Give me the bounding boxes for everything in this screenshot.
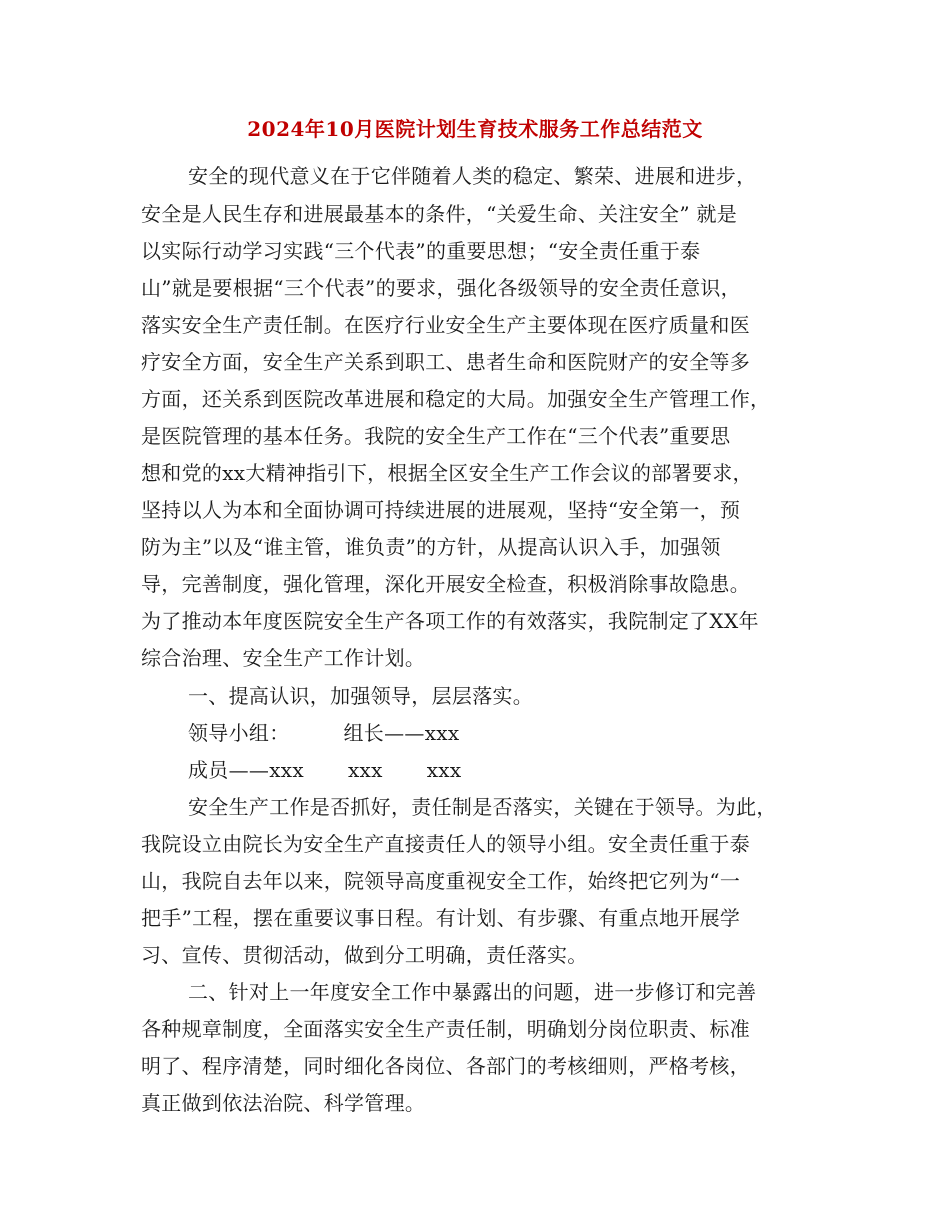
document-title: 2024年10月医院计划生育技术服务工作总结范文 xyxy=(247,117,703,141)
group-leader: 组长——xxx xyxy=(343,721,460,745)
paragraph-line: 综合治理、安全生产工作计划。 xyxy=(141,646,426,670)
paragraph-line: 山，我院自去年以来，院领导高度重视安全工作，始终把它列为“一 xyxy=(141,869,741,893)
leadership-group-label: 领导小组： xyxy=(188,721,290,745)
paragraph-line: 习、宣传、贯彻活动，做到分工明确，责任落实。 xyxy=(141,943,588,967)
paragraph-line: 是医院管理的基本任务。我院的安全生产工作在“三个代表”重要思 xyxy=(141,424,731,448)
paragraph-line: 安全生产工作是否抓好，责任制是否落实，关键在于领导。为此， xyxy=(188,795,777,819)
paragraph-line: 导，完善制度，强化管理，深化开展安全检查，积极消除事故隐患。 xyxy=(141,572,750,596)
paragraph-line: 我院设立由院长为安全生产直接责任人的领导小组。安全责任重于泰 xyxy=(141,832,750,856)
paragraph-line: 把手”工程，摆在重要议事日程。有计划、有步骤、有重点地开展学 xyxy=(141,906,741,930)
member-1: 成员——xxx xyxy=(188,758,304,782)
paragraph-line: 山”就是要根据“三个代表”的要求，强化各级领导的安全责任意识， xyxy=(141,276,741,300)
paragraph-line: 坚持以人为本和全面协调可持续进展的进展观，坚持“安全第一，预 xyxy=(141,498,741,522)
paragraph-line: 安全的现代意义在于它伴随着人类的稳定、繁荣、进展和进步， xyxy=(188,164,757,188)
paragraph-line: 以实际行动学习实践“三个代表”的重要思想；“安全责任重于泰 xyxy=(141,239,701,263)
paragraph-line: 明了、程序清楚，同时细化各岗位、各部门的考核细则，严格考核， xyxy=(141,1054,750,1078)
member-3: xxx xyxy=(426,758,462,782)
paragraph-line: 为了推动本年度医院安全生产各项工作的有效落实，我院制定了XX年 xyxy=(141,609,759,633)
leadership-group-row xyxy=(188,719,459,747)
member-2: xxx xyxy=(347,758,383,782)
paragraph-line: 防为主”以及“谁主管，谁负责”的方针，从提高认识入手，加强领 xyxy=(141,535,721,559)
paragraph-line: 真正做到依法治院、科学管理。 xyxy=(141,1091,426,1115)
paragraph-line: 落实安全生产责任制。在医疗行业安全生产主要体现在医疗质量和医 xyxy=(141,313,750,337)
paragraph-line: 想和党的xx大精神指引下，根据全区安全生产工作会议的部署要求， xyxy=(141,461,753,485)
section-heading-2: 二、针对上一年度安全工作中暴露出的问题，进一步修订和完善 xyxy=(188,980,757,1004)
paragraph-line: 安全是人民生存和进展最基本的条件，“关爱生命、关注安全” 就是 xyxy=(141,202,738,226)
section-heading-1: 一、提高认识，加强领导，层层落实。 xyxy=(188,684,534,708)
members-row xyxy=(188,756,461,784)
paragraph-line: 方面，还关系到医院改革进展和稳定的大局。加强安全生产管理工作， xyxy=(141,387,771,411)
paragraph-line: 各种规章制度，全面落实安全生产责任制，明确划分岗位职责、标准 xyxy=(141,1017,750,1041)
paragraph-line: 疗安全方面，安全生产关系到职工、患者生命和医院财产的安全等多 xyxy=(141,350,750,374)
